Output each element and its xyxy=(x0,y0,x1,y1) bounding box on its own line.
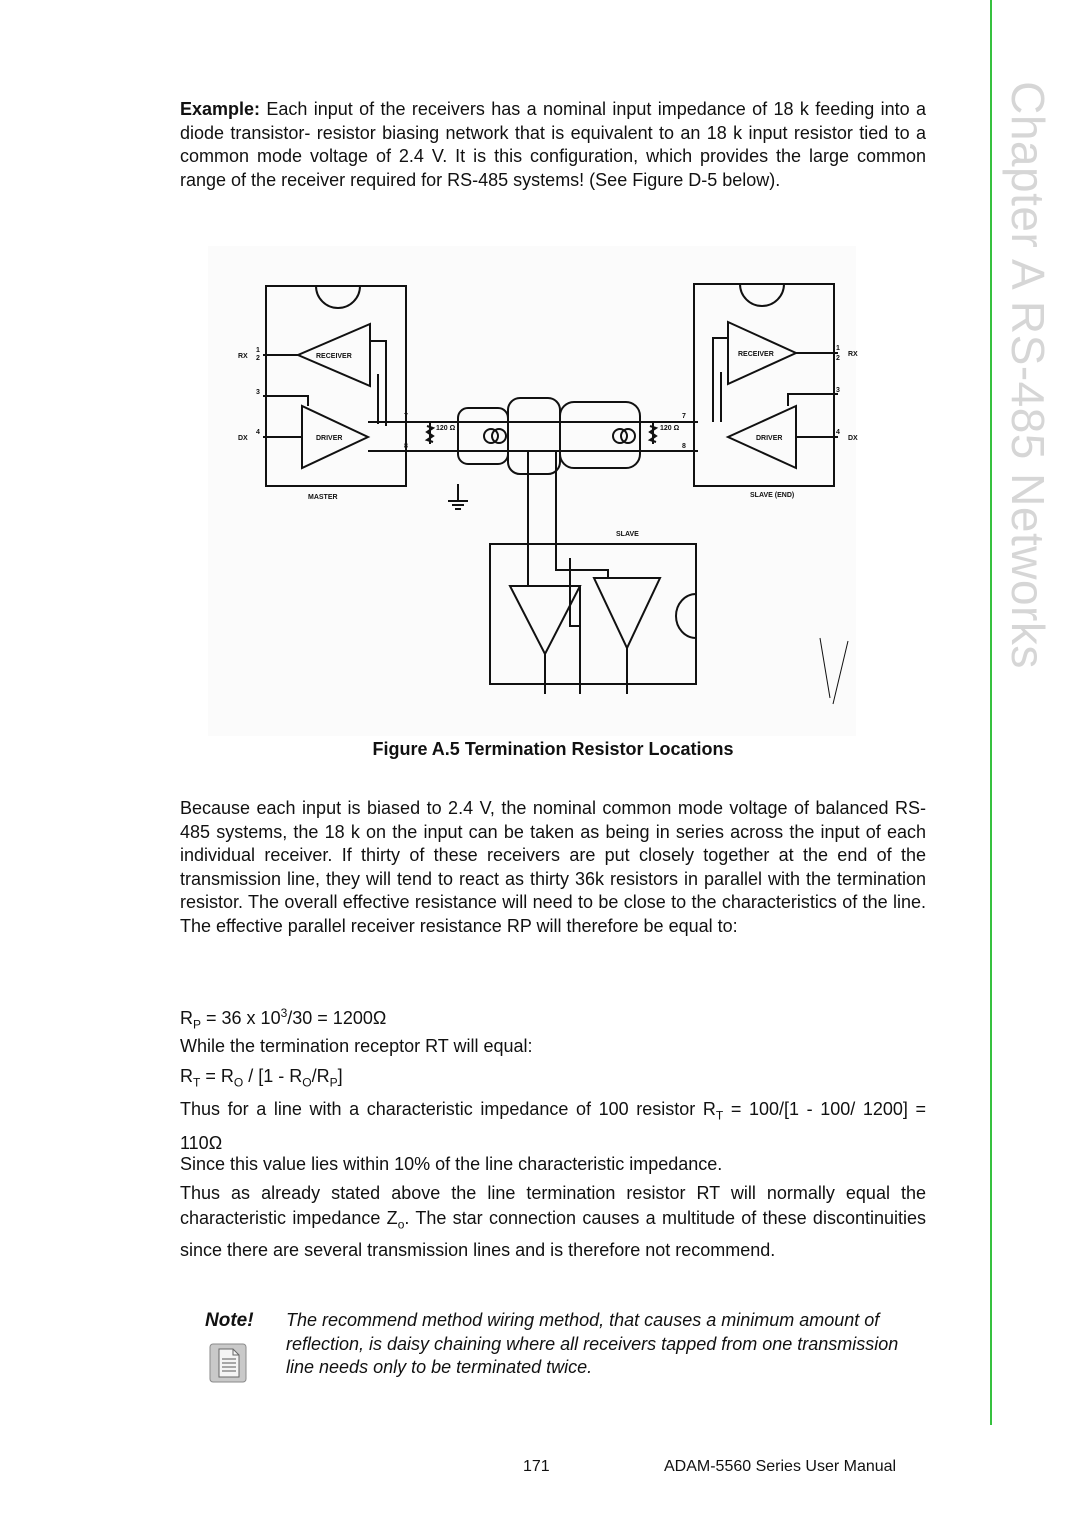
body-line-2: While the termination receptor RT will equal: xyxy=(180,1036,533,1056)
svg-text:RX: RX xyxy=(848,351,858,358)
svg-text:DX: DX xyxy=(848,435,858,442)
figure-caption: Figure A.5 Termination Resistor Locations xyxy=(372,739,734,759)
svg-text:3: 3 xyxy=(256,389,260,396)
body-paragraph-1: Because each input is biased to 2.4 V, the nominal common mode voltage of balanced RS-485 systems, the 18 k on the input can be taken as being in series across the input of each individual receiver. If thirty of these receivers are put closely together at the end of the transmission line, they will tend to react as thirty 36k resistors in parallel with the termination resistor. The overall effective resistance will need to be close to the characteristics of the line. The effective parallel receiver resistance RP will therefore be equal to: xyxy=(180,798,926,936)
body-paragraph-3: Thus for a line with a characteristic impedance of 100 resistor $R_T = 100/[1 - 100/$ 1200] = 110Ω xyxy=(180,1099,926,1153)
equation-rt: $R_T = R_O / [1 - R_O/R_P]$ xyxy=(180,1066,343,1090)
svg-text:2: 2 xyxy=(836,355,840,362)
svg-text:4: 4 xyxy=(256,429,260,436)
chapter-accent-bar xyxy=(990,0,992,1425)
svg-text:8: 8 xyxy=(682,443,686,450)
example-paragraph xyxy=(180,98,926,192)
body-paragraph-5: Thus as already stated above the line termination resistor RT will normally equal the characteristic impedance $Z_o$. The star connection causes a multitude of these discontinuities since there are several transmission lines and is therefore not recommend. xyxy=(180,1183,926,1260)
termination-diagram xyxy=(208,246,856,736)
note-label: Note! xyxy=(205,1310,254,1331)
svg-text:DX: DX xyxy=(238,435,248,442)
svg-text:1: 1 xyxy=(256,347,260,354)
svg-text:120 Ω: 120 Ω xyxy=(660,425,680,432)
svg-text:4: 4 xyxy=(836,429,840,436)
svg-text:7: 7 xyxy=(682,413,686,420)
page-number: 171 xyxy=(523,1458,550,1475)
svg-text:RECEIVER: RECEIVER xyxy=(738,351,774,358)
svg-text:2: 2 xyxy=(256,355,260,362)
body-line-4: Since this value lies within 10% of the line characteristic impedance. xyxy=(180,1154,723,1174)
note-text: The recommend method wiring method, that causes a minimum amount of reflection, is daisy chaining where all receivers tapped from one transmission line needs only to be terminated twice. xyxy=(286,1310,899,1377)
svg-text:SLAVE (END): SLAVE (END) xyxy=(750,492,795,499)
note-document-icon xyxy=(209,1343,247,1383)
svg-text:DRIVER: DRIVER xyxy=(316,435,343,442)
equation-rp: $R_P = 36$ x $10^3/30 = 1200\Omega$ xyxy=(180,1006,387,1032)
svg-text:8: 8 xyxy=(404,443,408,450)
svg-text:DRIVER: DRIVER xyxy=(756,435,783,442)
manual-title: ADAM-5560 Series User Manual xyxy=(664,1458,897,1475)
svg-text:3: 3 xyxy=(836,387,840,394)
svg-text:SLAVE: SLAVE xyxy=(616,531,639,538)
svg-text:RX: RX xyxy=(238,353,248,360)
svg-text:1: 1 xyxy=(836,345,840,352)
example-text: Each input of the receivers has a nominal input impedance of 18 k feeding into a diode transistor- resistor biasing network that is equivalent to an 18 k input resistor tied to a common mode voltage of 2.4 V. It is this configuration, which provides the large common range of the receiver required for RS-485 systems! (See Figure D-5 below). xyxy=(180,99,926,190)
svg-text:RECEIVER: RECEIVER xyxy=(316,353,352,360)
svg-text:MASTER: MASTER xyxy=(308,494,338,501)
svg-text:7: 7 xyxy=(404,413,408,420)
example-label: Example: xyxy=(180,99,261,119)
svg-text:120 Ω: 120 Ω xyxy=(436,425,456,432)
